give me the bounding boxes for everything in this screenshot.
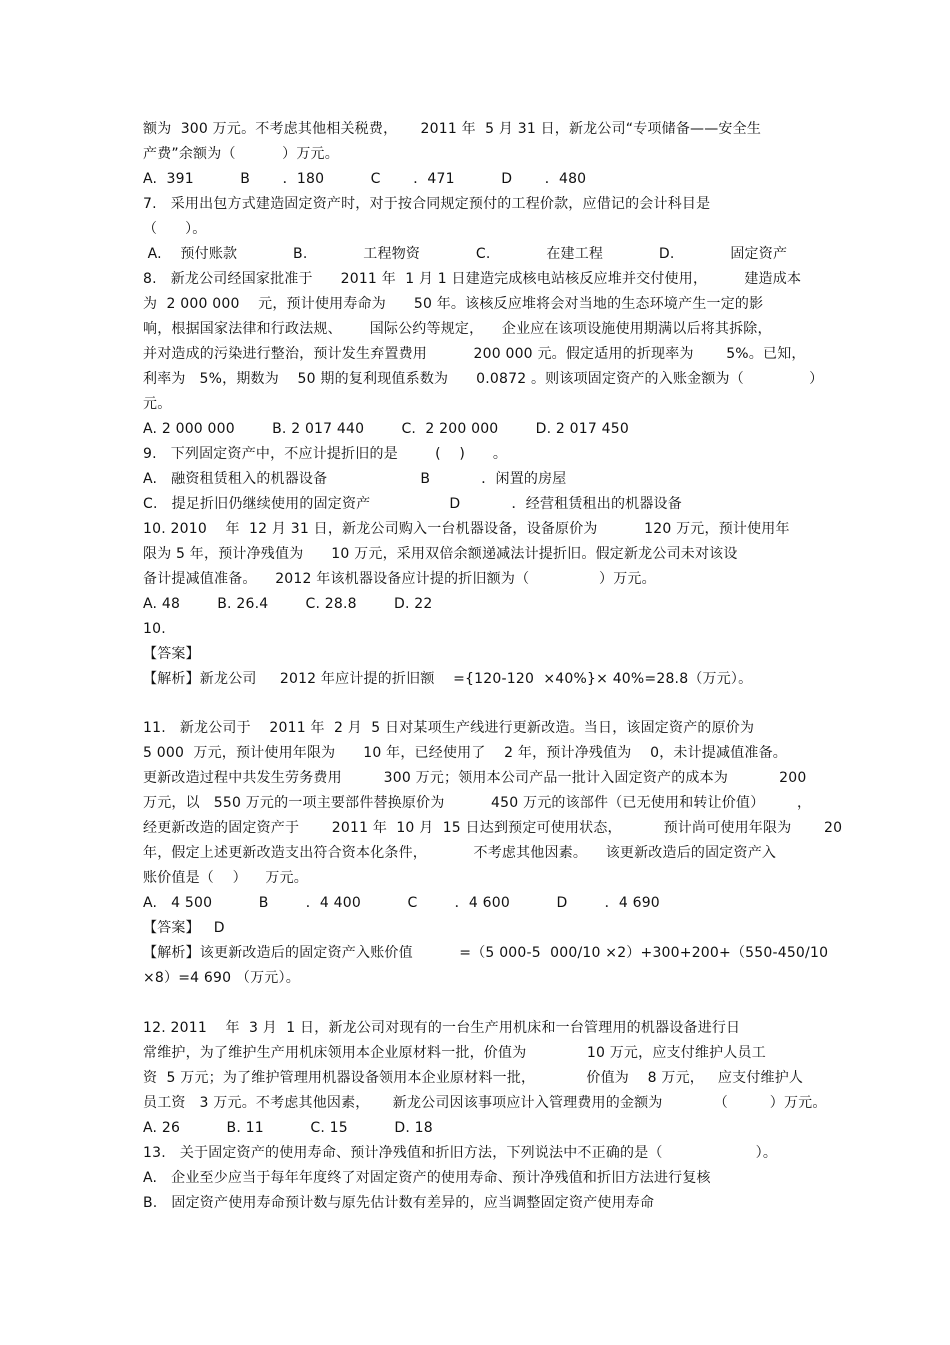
answer-options: A. 融资租赁租入的机器设备 B ．闲置的房屋 [143, 471, 567, 487]
text-line: 为 2 000 000 元，预计使用寿命为 50 年。该核反应堆将会对当地的生态环境产生一定的影 [143, 296, 764, 312]
question-12: 12. 2011 年 3 月 1 日，新龙公司对现有的一台生产用机床和一台管理用的机器设备进行日 [143, 1020, 741, 1036]
text-line: 响，根据国家法律和行政法规、 国际公约等规定， 企业应在该项设施使用期满以后将其拆除， [143, 321, 772, 337]
text-line: 万元，以 550 万元的一项主要部件替换原价为 450 万元的该部件（已无使用和转让价值） ， [143, 795, 812, 811]
text-line: 10. [143, 621, 166, 637]
answer-options: A. 48 B. 26.4 C. 28.8 D. 22 [143, 596, 433, 612]
answer-options: A. 391 B ．180 C ．471 D ．480 [143, 171, 587, 187]
answer-options: A. 26 B. 11 C. 15 D. 18 [143, 1120, 433, 1136]
text-line: 账价值是（ ） 万元。 [143, 870, 309, 886]
text-line: 额为 300 万元。不考虑其他相关税费， 2011 年 5 月 31 日，新龙公司“专项储备——安全生 [143, 121, 762, 137]
answer-heading: 【答案】 D [143, 920, 225, 936]
text-line: 5 000 万元，预计使用年限为 10 年，已经使用了 2 年，预计净残值为 0，未计提减值准备。 [143, 745, 788, 761]
text-line: ×8）=4 690 （万元）。 [143, 970, 300, 986]
analysis-text: 【解析】新龙公司 2012 年应计提的折旧额 ={120-120 ×40%}× 40%=28.8（万元）。 [143, 671, 753, 687]
question-13: 13. 关于固定资产的使用寿命、预计净残值和折旧方法，下列说法中不正确的是（ ）。 [143, 1145, 778, 1161]
answer-options: A. 预付账款 B. 工程物资 C. 在建工程 D. 固定资产 [143, 246, 788, 262]
answer-options: A. 4 500 B ．4 400 C ．4 600 D ．4 690 [143, 895, 660, 911]
text-line: 员工资 3 万元。不考虑其他因素， 新龙公司因该事项应计入管理费用的金额为 （ ）万元。 [143, 1095, 827, 1111]
text-line: 并对造成的污染进行整治，预计发生弃置费用 200 000 元。假定适用的折现率为 5%。已知， [143, 346, 806, 362]
question-9: 9. 下列固定资产中，不应计提折旧的是 ( ) 。 [143, 446, 508, 462]
answer-option: B. 固定资产使用寿命预计数与原先估计数有差异的，应当调整固定资产使用寿命 [143, 1195, 655, 1211]
answer-heading: 【答案】 [143, 646, 200, 662]
text-line: 年，假定上述更新改造支出符合资本化条件， 不考虑其他因素。 该更新改造后的固定资产入 [143, 845, 777, 861]
text-line: 产费”余额为（ ）万元。 [143, 146, 339, 162]
text-line: 利率为 5%，期数为 50 期的复利现值系数为 0.0872 。则该项固定资产的入账金额为（ ） [143, 371, 824, 387]
text-line: 更新改造过程中共发生劳务费用 300 万元；领用本公司产品一批计入固定资产的成本为 200 [143, 770, 807, 786]
question-8: 8. 新龙公司经国家批准于 2011 年 1 月 1 日建造完成核电站核反应堆并交付使用， 建造成本 [143, 271, 802, 287]
analysis-text: 【解析】该更新改造后的固定资产入账价值 =（5 000-5 000/10 ×2）+300+200+（550-450/10 [143, 945, 829, 961]
question-7: 7. 采用出包方式建造固定资产时，对于按合同规定预付的工程价款，应借记的会计科目是 [143, 196, 711, 212]
question-10: 10. 2010 年 12 月 31 日，新龙公司购入一台机器设备，设备原价为 120 万元，预计使用年 [143, 521, 790, 537]
text-line: 限为 5 年，预计净残值为 10 万元，采用双倍余额递减法计提折旧。假定新龙公司未对该设 [143, 546, 738, 562]
answer-options: C. 提足折旧仍继续使用的固定资产 D ．经营租赁租出的机器设备 [143, 496, 682, 512]
answer-option: A. 企业至少应当于每年年度终了对固定资产的使用寿命、预计净残值和折旧方法进行复核 [143, 1170, 711, 1186]
answer-options: A. 2 000 000 B. 2 017 440 C. 2 200 000 D. 2 017 450 [143, 421, 629, 437]
text-line: 常维护，为了维护生产用机床领用本企业原材料一批，价值为 10 万元，应支付维护人员工 [143, 1045, 766, 1061]
question-11: 11. 新龙公司于 2011 年 2 月 5 日对某项生产线进行更新改造。当日，该固定资产的原价为 [143, 720, 755, 736]
text-line: 资 5 万元；为了维护管理用机器设备领用本企业原材料一批， 价值为 8 万元， 应支付维护人 [143, 1070, 804, 1086]
text-line: （ ）。 [143, 221, 207, 237]
text-line: 元。 [143, 396, 172, 412]
text-line: 经更新改造的固定资产于 2011 年 10 月 15 日达到预定可使用状态， 预计尚可使用年限为 20 [143, 820, 843, 836]
text-line: 备计提减值准备。 2012 年该机器设备应计提的折旧额为（ ）万元。 [143, 571, 656, 587]
